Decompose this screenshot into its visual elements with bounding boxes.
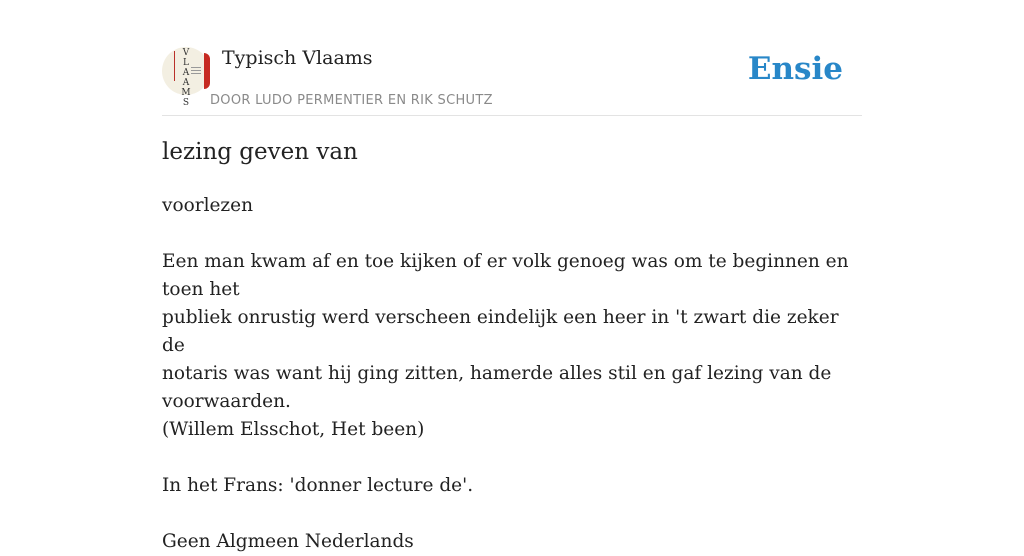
logo-red-line [174, 51, 175, 81]
definition: voorlezen [162, 195, 254, 216]
quote-line: publiek onrustig werd verscheen eindelijk een heer in 't zwart die zeker de [162, 307, 839, 356]
byline: DOOR LUDO PERMENTIER EN RIK SCHUTZ [210, 93, 493, 108]
logo-letter: V [182, 48, 190, 58]
quote-line: voorwaarden. [162, 391, 291, 412]
header-divider [162, 115, 862, 116]
logo-red-edge [204, 53, 210, 89]
logo-letter: S [182, 98, 190, 108]
typisch-vlaams-logo[interactable] [162, 47, 210, 108]
quote-line: Een man kwam af en toe kijken of er volk genoeg was om te beginnen en toen het [162, 251, 849, 300]
logo-letter: A [182, 78, 190, 88]
quote-line: notaris was want hij ging zitten, hamerde alles stil en gaf lezing van de [162, 363, 832, 384]
french-note: In het Frans: 'donner lecture de'. [162, 475, 474, 496]
logo-letter: L [183, 58, 189, 68]
site-title[interactable]: Typisch Vlaams [222, 47, 373, 69]
entry-title: lezing geven van [162, 139, 358, 165]
usage-note: Geen Algmeen Nederlands [162, 531, 414, 552]
logo-text-lines [191, 67, 201, 77]
logo-letter: M [181, 88, 191, 98]
page [162, 0, 862, 552]
quote-source: (Willem Elsschot, Het been) [162, 419, 425, 440]
ensie-brand-link[interactable]: Ensie [747, 51, 843, 87]
entry-content [162, 192, 862, 556]
logo-letters [179, 48, 193, 108]
logo-letter: A [182, 68, 190, 78]
